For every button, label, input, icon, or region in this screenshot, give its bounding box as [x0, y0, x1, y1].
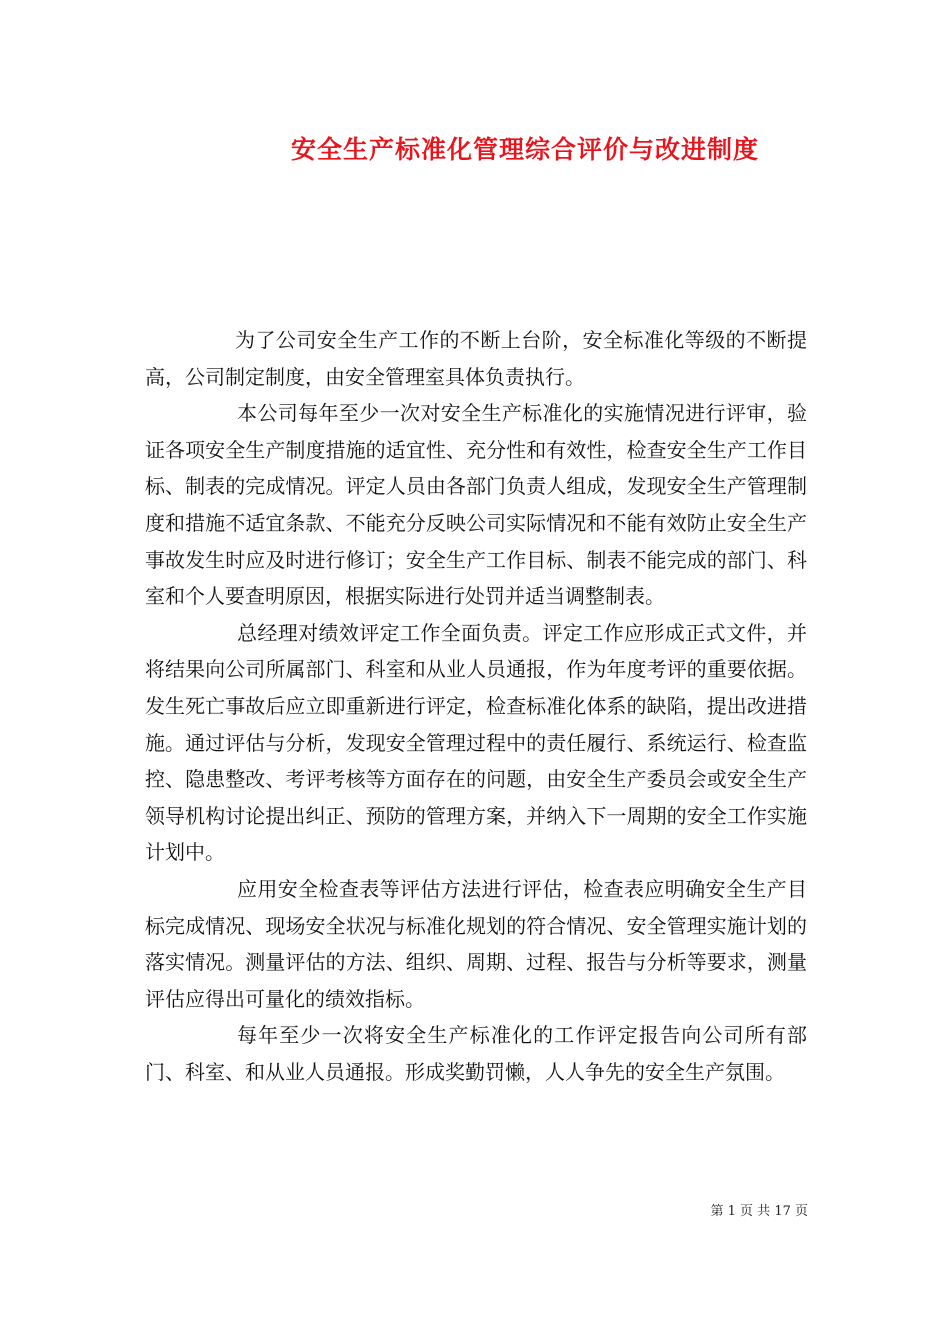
paragraph-4: 应用安全检查表等评估方法进行评估，检查表应明确安全生产目标完成情况、现场安全状况与标准化规划的符合情况、安全管理实施计划的落实情况。测量评估的方法、组织、周期、过程、报告与分析等要求，测量评估应得出可量化的绩效指标。 [145, 876, 807, 1011]
page-number-footer: 第 1 页 共 17 页 [710, 1204, 808, 1219]
paragraph-5: 每年至少一次将安全生产标准化的工作评定报告向公司所有部门、科室、和从业人员通报。形成奖勤罚懒，人人争先的安全生产氛围。 [145, 1023, 807, 1084]
paragraph-2: 本公司每年至少一次对安全生产标准化的实施情况进行评审，验证各项安全生产制度措施的适宜性、充分性和有效性，检查安全生产工作目标、制表的完成情况。评定人员由各部门负责人组成，发现安全生产管理制度和措施不适宜条款、不能充分反映公司实际情况和不能有效防止安全生产事故发生时应及时进行修订；安全生产工作目标、制表不能完成的部门、科室和个人要查明原因，根据实际进行处罚并适当调整制表。 [145, 401, 807, 609]
paragraph-3: 总经理对绩效评定工作全面负责。评定工作应形成正式文件，并将结果向公司所属部门、科室和从业人员通报，作为年度考评的重要依据。发生死亡事故后应立即重新进行评定，检查标准化体系的缺陷，提出改进措施。通过评估与分析，发现安全管理过程中的责任履行、系统运行、检查监控、隐患整改、考评考核等方面存在的问题，由安全生产委员会或安全生产领导机构讨论提出纠正、预防的管理方案，并纳入下一周期的安全工作实施计划中。 [145, 620, 807, 865]
paragraph-1: 为了公司安全生产工作的不断上台阶，安全标准化等级的不断提高，公司制定制度，由安全管理室具体负责执行。 [145, 328, 807, 389]
document-title-text: 安全生产标准化管理综合评价与改进制度 [290, 135, 759, 164]
document-title [0, 132, 950, 168]
document-body [145, 322, 807, 1090]
